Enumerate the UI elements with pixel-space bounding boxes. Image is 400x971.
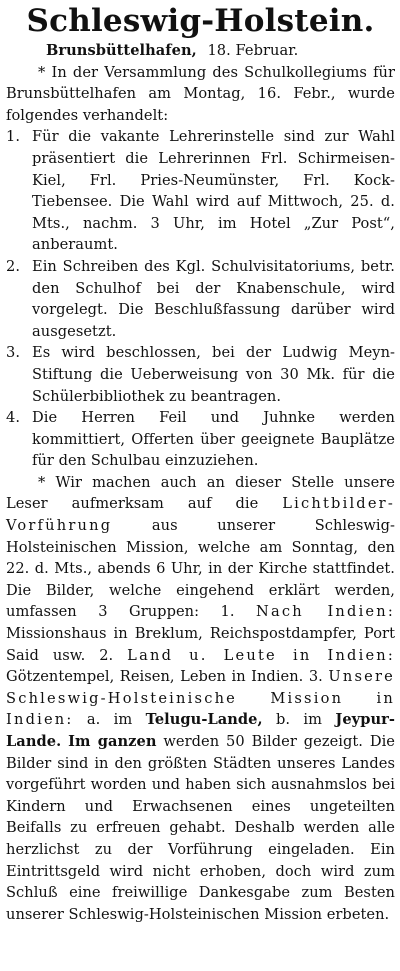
agenda-item-text: Ein Schreiben des Kgl. Schulvisitatoriums, betr. den Schulhof bei der Knabenschule, wird vorgelegt. Die Beschlußfassung darüber wird ausgesetzt. [32,257,395,340]
agenda-list [6,126,395,472]
notice-lichtbilder: Lichtbilder-Vorführung [6,495,395,535]
agenda-item-number: 4. [6,409,21,427]
agenda-item [6,407,395,472]
notice-text: werden 50 Bilder gezeigt. Die Bilder sind in den größten Städten unseres Landes vorgeführt worden und haben sich ausnahmslos bei Kindern und Erwachsenen eines ungeteilten Beifalls zu erfreuen gehabt. Deshalb werden alle herzlichst zu der Vorführung eingeladen. Ein Eintrittsgeld wird nicht erhoben, doch wird zum Schluß eine freiwillige Dankesgabe zum Besten unserer Schleswig-Holsteinischen Mission erbeten. [6,733,395,923]
notice-text: aus unserer Schleswig-Holsteinischen Mission, welche am Sonntag, den 22. d. Mts., abends 6 Uhr, in der Kirche stattfindet. Die Bilder, welche eingehend erklärt werden, umfassen 3 Gruppen: 1. [6,517,395,621]
notice-telugu: Telugu-Lande, [145,711,263,729]
dateline [6,40,395,62]
notice-paragraph [6,472,395,925]
agenda-item [6,342,395,407]
notice-text: Götzentempel, Reisen, Leben in Indien. 3. [6,668,323,686]
agenda-item-number: 2. [6,257,21,275]
agenda-item-text: Die Herren Feil und Juhnke werden kommittiert, Offerten über geeignete Bauplätze für den Schulbau einzuziehen. [32,409,395,470]
notice-text: * Wir machen auch an dieser Stelle unsere Leser aufmerksam auf die [6,473,395,513]
notice-group-title: Unsere Schleswig-Holsteinische Mission in Indien: [6,668,395,729]
notice-text: a. im [86,711,133,729]
agenda-item [6,256,395,342]
notice-group-title: Nach Indien: [256,603,395,621]
notice-text: b. im [276,711,323,729]
dateline-place: Brunsbüttelhafen, [46,42,197,59]
agenda-item-number: 3. [6,344,21,362]
agenda-item [6,126,395,256]
notice-total: Im ganzen [68,733,157,750]
dateline-date: 18. Februar. [207,42,299,59]
agenda-item-text: Für die vakante Lehrerinstelle sind zur Wahl präsentiert die Lehrerinnen Frl. Schirmeisen-Kiel, Frl. Pries-Neumünster, Frl. Kock-Tiebensee. Die Wahl wird auf Mittwoch, 25. d. Mts., nachm. 3 Uhr, im Hotel „Zur Post“, anberaumt. [32,128,395,254]
agenda-item-number: 1. [6,128,21,146]
headline: Schleswig-Holstein. [26,3,375,39]
intro-paragraph: * In der Versammlung des Schulkollegiums für Brunsbüttelhafen am Montag, 16. Febr., wurde folgendes verhandelt: [6,63,395,124]
notice-group-title: Land u. Leute in Indien: [127,646,396,664]
notice-jeypur: Jeypur-Lande. [6,711,395,750]
notice-text: Missionshaus in Breklum, Reichspostdampfer, Port Said usw. 2. [6,625,395,664]
agenda-item-text: Es wird beschlossen, bei der Ludwig Meyn-Stiftung die Ueberweisung von 30 Mk. für die Schülerbibliothek zu beantragen. [32,344,395,405]
